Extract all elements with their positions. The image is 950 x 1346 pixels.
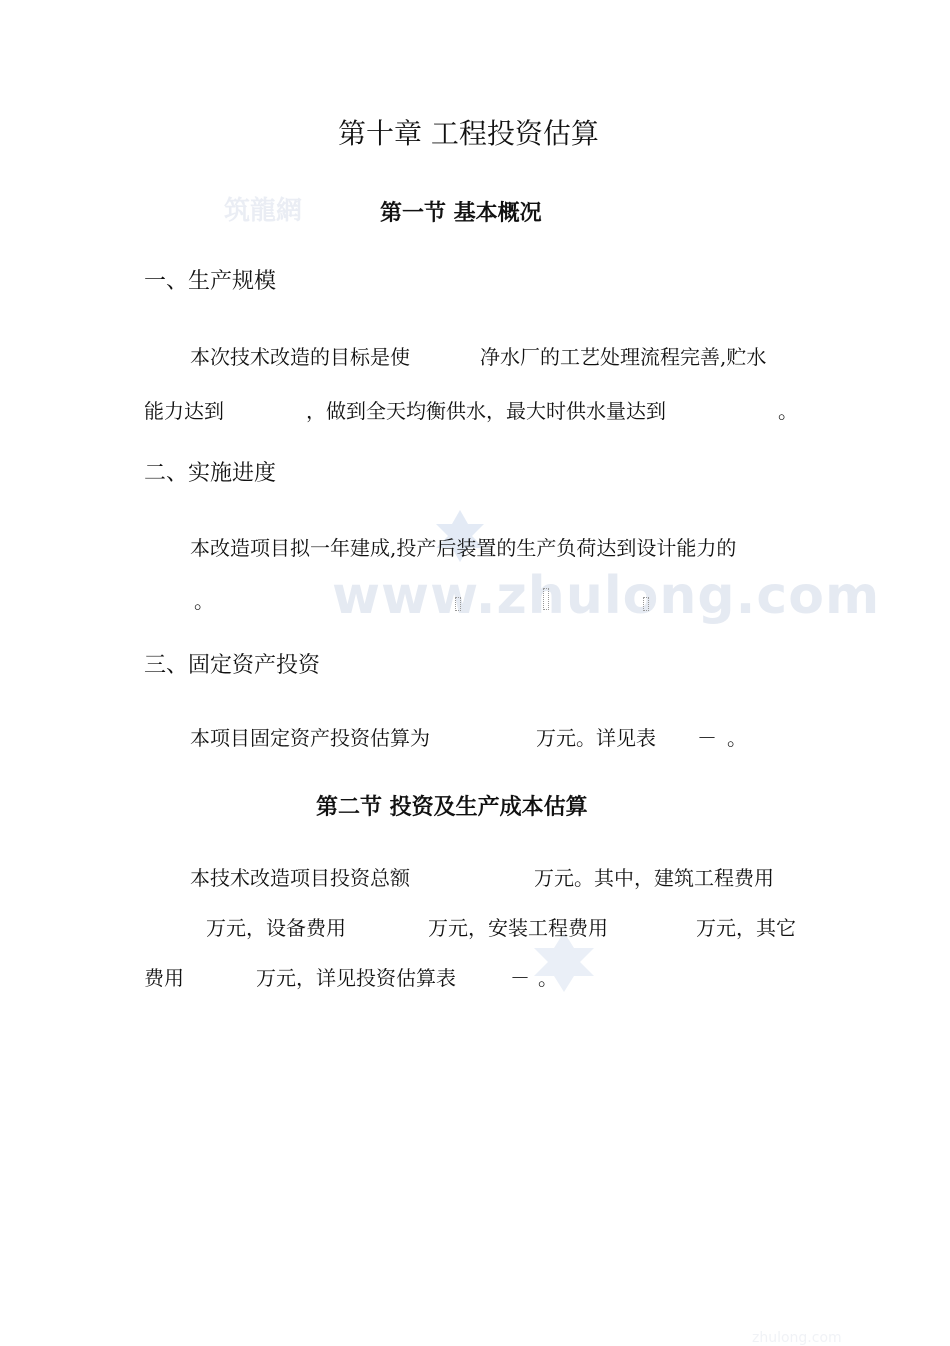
chapter-title: 第十章 工程投资估算 <box>338 117 599 150</box>
paragraph-4-line-2c: 万元，其它 <box>696 916 796 940</box>
paragraph-1-line-2a: 能力达到 <box>144 399 224 423</box>
paragraph-1-line-2c: 。 <box>778 399 798 423</box>
paragraph-1-line-1a: 本次技术改造的目标是使 <box>190 345 410 369</box>
paragraph-4-line-3b: 万元，详见投资估算表 <box>256 966 456 990</box>
heading-implementation-schedule: 二、实施进度 <box>144 461 277 486</box>
watermark-url: www.zhulong.com <box>332 566 881 626</box>
paragraph-2-line-2: 。 <box>194 589 214 613</box>
heading-fixed-asset-investment: 三、固定资产投资 <box>144 653 321 678</box>
placeholder-glyph <box>643 597 649 611</box>
paragraph-3-c: － <box>697 726 717 750</box>
paragraph-4-line-3d: 。 <box>538 966 558 990</box>
paragraph-4-line-1b: 万元。其中，建筑工程费用 <box>534 866 774 890</box>
paragraph-3-d: 。 <box>727 726 747 750</box>
paragraph-4-line-1a: 本技术改造项目投资总额 <box>190 866 410 890</box>
paragraph-1-line-1b: 净水厂的工艺处理流程完善,贮水 <box>480 345 767 369</box>
section-title-1: 第一节 基本概况 <box>380 201 542 226</box>
paragraph-3-b: 万元。详见表 <box>536 726 656 750</box>
paragraph-3-a: 本项目固定资产投资估算为 <box>190 726 430 750</box>
paragraph-1-line-2b: ，做到全天均衡供水，最大时供水量达到 <box>306 399 666 423</box>
watermark-corner: zhulong.com <box>752 1330 842 1346</box>
heading-production-scale: 一、生产规模 <box>144 269 277 294</box>
section-title-2: 第二节 投资及生产成本估算 <box>316 795 588 820</box>
paragraph-4-line-2b: 万元，安装工程费用 <box>428 916 608 940</box>
paragraph-4-line-3c: － <box>510 966 530 990</box>
placeholder-glyph <box>455 597 461 611</box>
placeholder-glyph <box>543 588 549 610</box>
paragraph-4-line-2a: 万元，设备费用 <box>206 916 346 940</box>
paragraph-4-line-3a: 费用 <box>144 966 184 990</box>
paragraph-2-line-1: 本改造项目拟一年建成,投产后装置的生产负荷达到设计能力的 <box>190 536 737 560</box>
watermark-brand: 筑龍網 <box>224 196 303 226</box>
